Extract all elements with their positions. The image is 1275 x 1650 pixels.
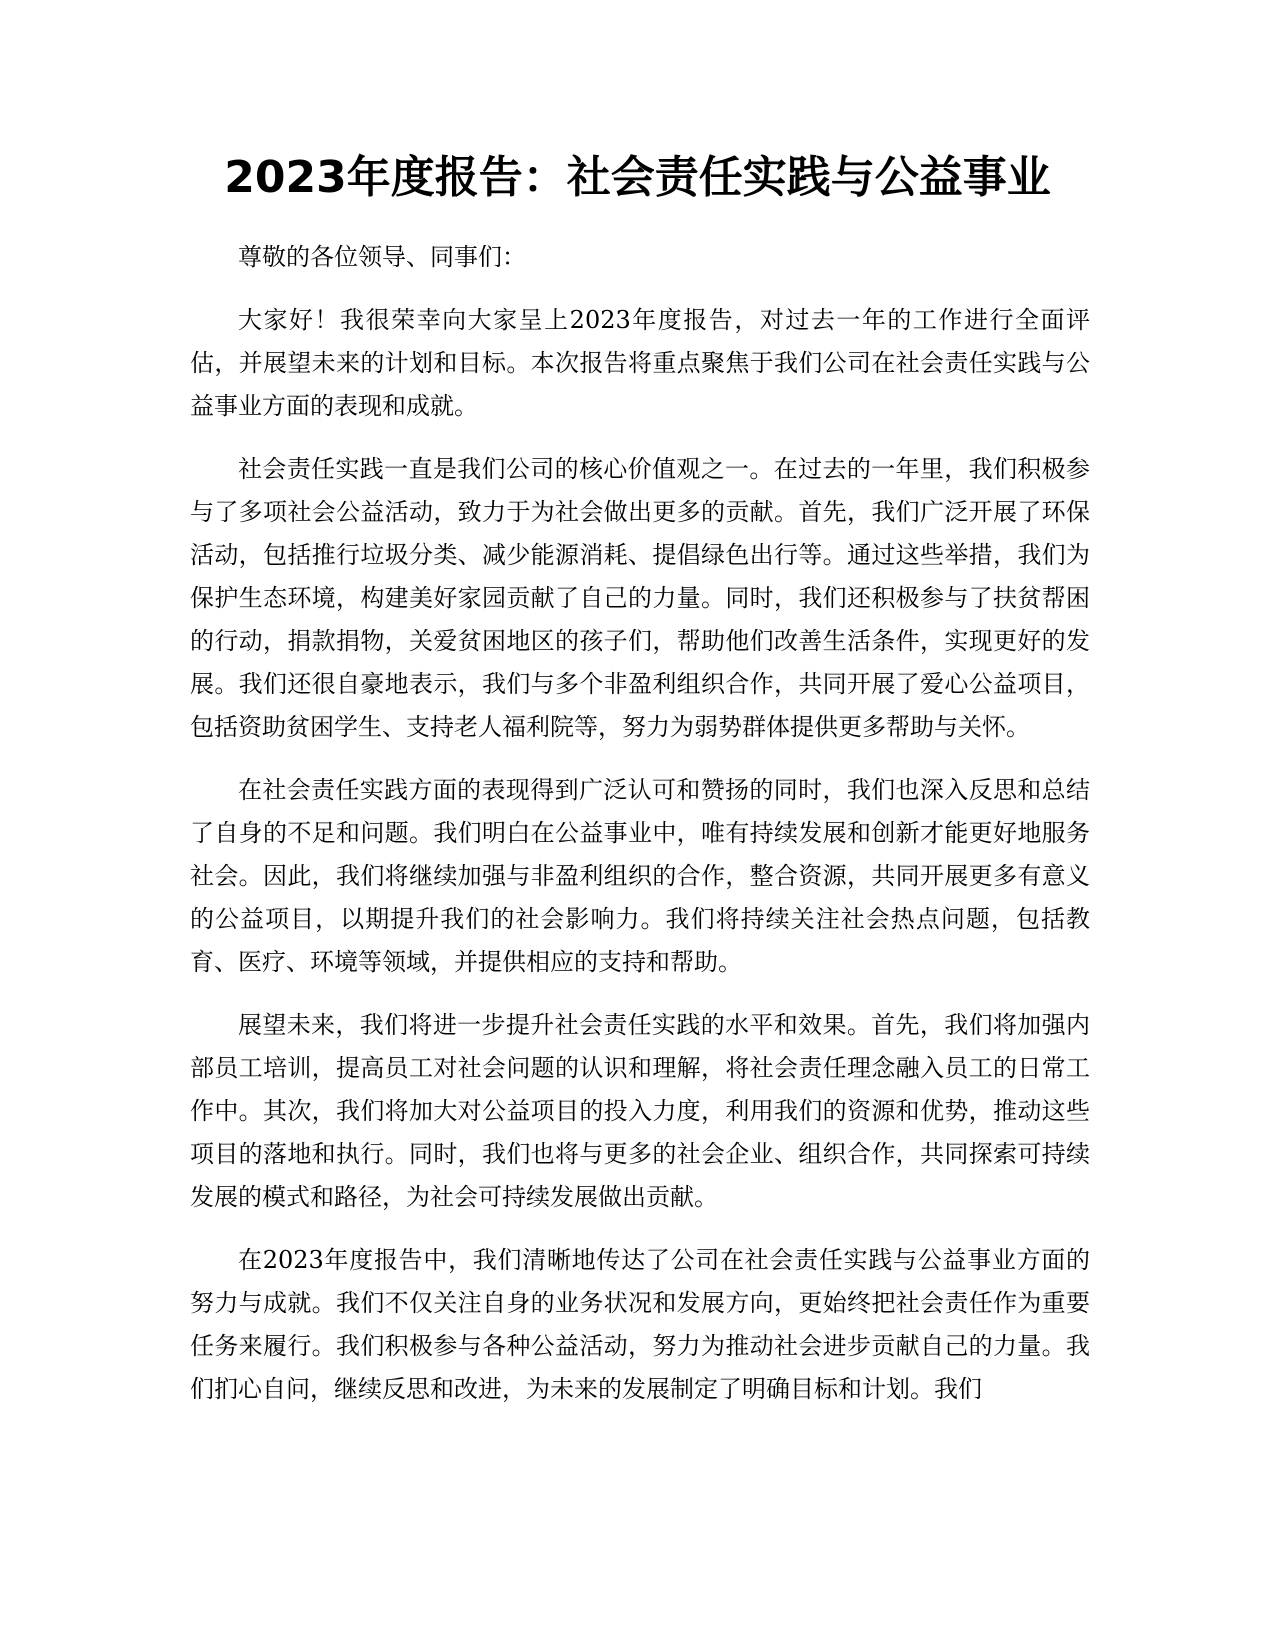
- document-body: [190, 236, 1090, 1431]
- salutation-paragraph: 尊敬的各位领导、同事们：: [238, 243, 526, 271]
- body-paragraph: 社会责任实践一直是我们公司的核心价值观之一。在过去的一年里，我们积极参与了多项社会公益活动，致力于为社会做出更多的贡献。首先，我们广泛开展了环保活动，包括推行垃圾分类、减少能源消耗、提倡绿色出行等。通过这些举措，我们为保护生态环境，构建美好家园贡献了自己的力量。同时，我们还积极参与了扶贫帮困的行动，捐款捐物，关爱贫困地区的孩子们，帮助他们改善生活条件，实现更好的发展。我们还很自豪地表示，我们与多个非盈利组织合作，共同开展了爱心公益项目，包括资助贫困学生、支持老人福利院等，努力为弱势群体提供更多帮助与关怀。: [190, 455, 1090, 741]
- page-title: 2023年度报告：社会责任实践与公益事业: [224, 152, 1051, 203]
- body-paragraph: 在2023年度报告中，我们清晰地传达了公司在社会责任实践与公益事业方面的努力与成就。我们不仅关注自身的业务状况和发展方向，更始终把社会责任作为重要任务来履行。我们积极参与各种公益活动，努力为推动社会进步贡献自己的力量。我们扪心自问，继续反思和改进，为未来的发展制定了明确目标和计划。我们: [190, 1246, 1090, 1403]
- body-paragraph: 展望未来，我们将进一步提升社会责任实践的水平和效果。首先，我们将加强内部员工培训，提高员工对社会问题的认识和理解，将社会责任理念融入员工的日常工作中。其次，我们将加大对公益项目的投入力度，利用我们的资源和优势，推动这些项目的落地和执行。同时，我们也将与更多的社会企业、组织合作，共同探索可持续发展的模式和路径，为社会可持续发展做出贡献。: [190, 1011, 1090, 1211]
- intro-paragraph: 大家好！我很荣幸向大家呈上2023年度报告，对过去一年的工作进行全面评估，并展望未来的计划和目标。本次报告将重点聚焦于我们公司在社会责任实践与公益事业方面的表现和成就。: [190, 306, 1090, 420]
- body-paragraph: 在社会责任实践方面的表现得到广泛认可和赞扬的同时，我们也深入反思和总结了自身的不足和问题。我们明白在公益事业中，唯有持续发展和创新才能更好地服务社会。因此，我们将继续加强与非盈利组织的合作，整合资源，共同开展更多有意义的公益项目，以期提升我们的社会影响力。我们将持续关注社会热点问题，包括教育、医疗、环境等领域，并提供相应的支持和帮助。: [190, 776, 1090, 976]
